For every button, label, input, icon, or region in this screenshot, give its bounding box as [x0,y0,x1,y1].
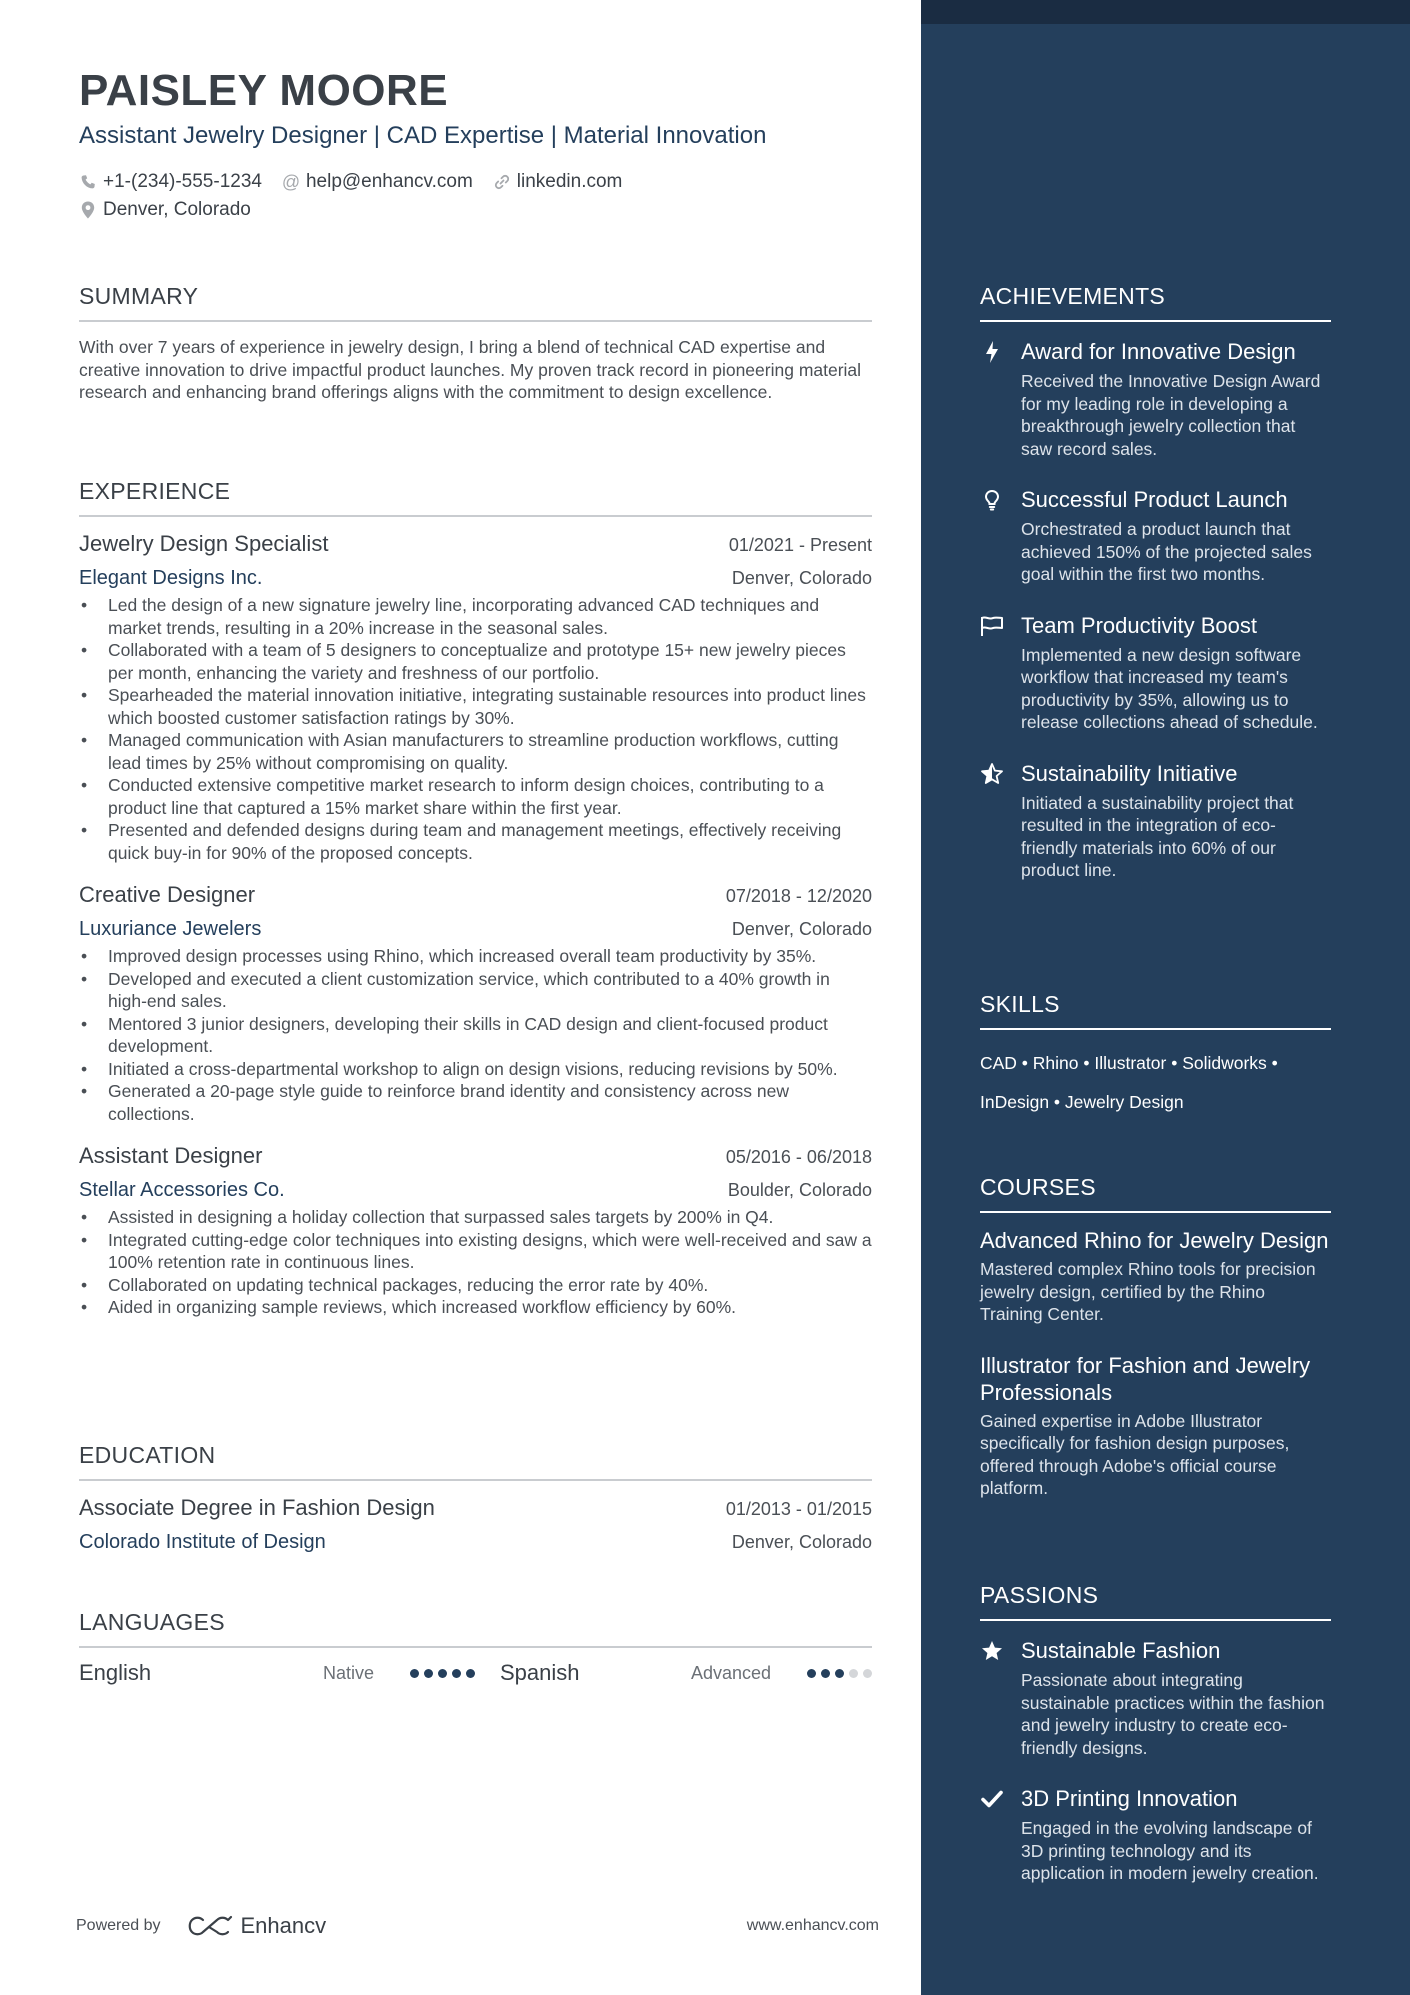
rating-dot [452,1669,461,1678]
bullet-item: • Aided in organizing sample reviews, which increased workflow efficiency by 60%. [79,1296,872,1319]
phone-icon [79,173,97,191]
candidate-name: PAISLEY MOORE [79,66,449,115]
enhancv-logo-icon [187,1914,233,1938]
job-entry [79,531,872,864]
job-dates: 01/2021 - Present [728,535,872,555]
passion-title: Sustainable Fashion [1021,1638,1221,1663]
powered-by-label: Powered by [76,1917,161,1934]
course-title: Advanced Rhino for Jewelry Design [980,1228,1329,1253]
achievement-title: Successful Product Launch [1021,487,1288,512]
brand-logo[interactable] [187,1913,327,1939]
link-icon [493,173,511,191]
skills-line: InDesign • Jewelry Design [980,1092,1184,1112]
job-dates: 07/2018 - 12/2020 [725,886,872,906]
achievement-description: Received the Innovative Design Award for my leading role in developing a breakthrough jewelry collection that saw record sales. [1021,371,1321,459]
lightbulb-icon [980,488,1004,512]
achievement-item [980,338,1331,460]
passion-title: 3D Printing Innovation [1021,1786,1238,1811]
section-divider [980,320,1331,322]
language-name: Spanish [500,1660,580,1685]
summary-text: With over 7 years of experience in jewelry design, I bring a blend of technical CAD expertise and creative innovation to drive impactful product launches. My proven track record in pioneering material research and enhancing brand offerings aligns with the commitment to design excellence. [79,337,862,402]
experience-section [79,478,872,1319]
course-item [980,1227,1331,1326]
job-location: Boulder, Colorado [727,1180,872,1200]
sidebar [921,0,1410,1995]
skills-list [980,1044,1331,1122]
rating-dot [807,1669,816,1678]
rating-dot [410,1669,419,1678]
bullet-item: • Conducted extensive competitive market research to inform design choices, contributing to a product line that captured a 15% market share within the first year. [79,774,872,819]
languages-section [79,1609,872,1686]
courses-section [980,1174,1331,1500]
linkedin-text: linkedin.com [516,171,623,192]
achievements-heading: ACHIEVEMENTS [980,283,1166,309]
location-text: Denver, Colorado [103,199,251,220]
passion-item [980,1637,1331,1759]
phone-text: +1-(234)-555-1234 [103,171,262,192]
job-entry [79,1143,872,1319]
bullet-item: • Developed and executed a client customization service, which contributed to a 40% growth in high-end sales. [79,968,872,1013]
passion-item [980,1785,1331,1885]
rating-dot [466,1669,475,1678]
job-company: Luxuriance Jewelers [79,918,262,940]
bullet-item: • Presented and defended designs during team and management meetings, effectively receiving quick buy-in for 90% of the proposed concepts. [79,819,872,864]
language-item [79,1660,475,1686]
courses-heading: COURSES [980,1174,1096,1200]
footer-website-link[interactable]: www.enhancv.com [746,1917,879,1934]
footer [76,1913,879,1939]
language-level: Native [322,1662,374,1683]
rating-dot [835,1669,844,1678]
course-item [980,1352,1331,1500]
summary-heading: SUMMARY [79,283,199,309]
linkedin-contact[interactable] [493,171,623,193]
bullet-item: • Mentored 3 junior designers, developing their skills in CAD design and client-focused product development. [79,1013,872,1058]
achievement-description: Implemented a new design software workflow that increased my team's productivity by 35%, allowing us to release collections ahead of schedule. [1021,644,1318,732]
flag-icon [980,614,1004,638]
achievement-item [980,486,1331,586]
passions-section [980,1582,1331,1885]
star-icon [980,1639,1004,1663]
bullet-item: • Generated a 20-page style guide to reinforce brand identity and consistency across new collections. [79,1080,872,1125]
section-divider [79,515,872,517]
section-divider [980,1211,1331,1213]
email-text: help@enhancv.com [305,171,473,192]
candidate-headline: Assistant Jewelry Designer | CAD Expertise | Material Innovation [79,122,767,149]
achievement-title: Team Productivity Boost [1021,612,1257,638]
star-half-icon [980,762,1004,786]
language-level: Advanced [690,1662,771,1683]
job-company: Elegant Designs Inc. [79,567,263,589]
contact-info [79,168,642,224]
achievement-title: Award for Innovative Design [1021,339,1296,364]
job-bullets [79,1206,872,1319]
education-entry [79,1495,872,1554]
checkmark-icon [980,1787,1004,1811]
achievement-item [980,760,1331,882]
course-description: Mastered complex Rhino tools for precision jewelry design, certified by the Rhino Training Center. [980,1259,1316,1324]
job-title: Jewelry Design Specialist [79,531,329,556]
section-divider [980,1028,1331,1030]
education-dates: 01/2013 - 01/2015 [725,1499,872,1519]
bullet-item: • Integrated cutting-edge color techniques into existing designs, which were well-received and saw a 100% retention rate in continuous lines. [79,1229,872,1274]
location-contact [79,199,251,221]
section-divider [79,1479,872,1481]
skills-line: CAD • Rhino • Illustrator • Solidworks • [980,1053,1278,1073]
degree-title: Associate Degree in Fashion Design [79,1495,435,1520]
school-location: Denver, Colorado [731,1532,872,1552]
course-title: Illustrator for Fashion and Jewelry Professionals [980,1352,1311,1405]
job-title: Assistant Designer [79,1143,263,1168]
section-divider [79,1646,872,1648]
section-divider [980,1619,1331,1621]
bullet-item: • Assisted in designing a holiday collection that surpassed sales targets by 200% in Q4. [79,1206,872,1229]
school-name: Colorado Institute of Design [79,1531,326,1553]
job-location: Denver, Colorado [731,568,872,588]
rating-dot [424,1669,433,1678]
summary-section [79,283,872,404]
brand-name: Enhancv [240,1913,327,1938]
course-description: Gained expertise in Adobe Illustrator specifically for fashion design purposes, offered through Adobe's official course platform. [980,1410,1290,1498]
bullet-item: • Spearheaded the material innovation initiative, integrating sustainable resources into product lines which boosted customer satisfaction ratings by 30%. [79,684,872,729]
email-contact[interactable] [282,171,473,193]
languages-heading: LANGUAGES [79,1609,225,1635]
bullet-item: • Managed communication with Asian manufacturers to streamline production workflows, cutting lead times by 25% without compromising on quality. [79,729,872,774]
job-location: Denver, Colorado [731,919,872,939]
education-section [79,1442,872,1554]
achievement-item [980,612,1331,734]
achievement-title: Sustainability Initiative [1021,760,1238,786]
skills-section [980,991,1331,1122]
rating-dot [821,1669,830,1678]
location-pin-icon [79,201,97,219]
at-icon: @ [281,171,301,192]
job-title: Creative Designer [79,882,256,907]
phone-contact[interactable] [79,171,262,193]
passion-description: Engaged in the evolving landscape of 3D printing technology and its application in modern jewelry creation. [1021,1818,1319,1883]
bullet-item: • Collaborated with a team of 5 designers to conceptualize and prototype 15+ new jewelry pieces per month, enhancing the variety and freshness of our portfolio. [79,639,872,684]
job-bullets [79,945,872,1125]
bullet-item: • Initiated a cross-departmental workshop to align on design visions, reducing revisions by 50%. [79,1058,872,1081]
rating-dot [438,1669,447,1678]
experience-heading: EXPERIENCE [79,478,231,504]
passion-description: Passionate about integrating sustainable practices within the fashion and jewelry industry to create eco-friendly designs. [1021,1670,1325,1758]
section-divider [79,320,872,322]
language-item [500,1660,872,1686]
language-name: English [79,1660,152,1685]
bullet-item: • Collaborated on updating technical packages, reducing the error rate by 40%. [79,1274,872,1297]
language-rating [807,1669,872,1678]
bullet-item: • Led the design of a new signature jewelry line, incorporating advanced CAD techniques and market trends, resulting in a 20% increase in the seasonal sales. [79,594,872,639]
job-bullets [79,594,872,864]
job-company: Stellar Accessories Co. [79,1179,285,1201]
achievement-description: Orchestrated a product launch that achieved 150% of the projected sales goal within the first two months. [1021,519,1312,584]
rating-dot [849,1669,858,1678]
achievements-section [980,283,1331,882]
language-rating [410,1669,475,1678]
sidebar-top-band [921,0,1410,24]
achievement-description: Initiated a sustainability project that resulted in the integration of eco-friendly materials into 60% of our product line. [1021,792,1294,880]
job-entry [79,882,872,1125]
bullet-item: • Improved design processes using Rhino, which increased overall team productivity by 35%. [79,945,872,968]
lightning-icon [980,340,1004,364]
job-dates: 05/2016 - 06/2018 [725,1147,872,1167]
education-heading: EDUCATION [79,1442,216,1468]
rating-dot [863,1669,872,1678]
skills-heading: SKILLS [980,991,1060,1017]
passions-heading: PASSIONS [980,1582,1099,1608]
